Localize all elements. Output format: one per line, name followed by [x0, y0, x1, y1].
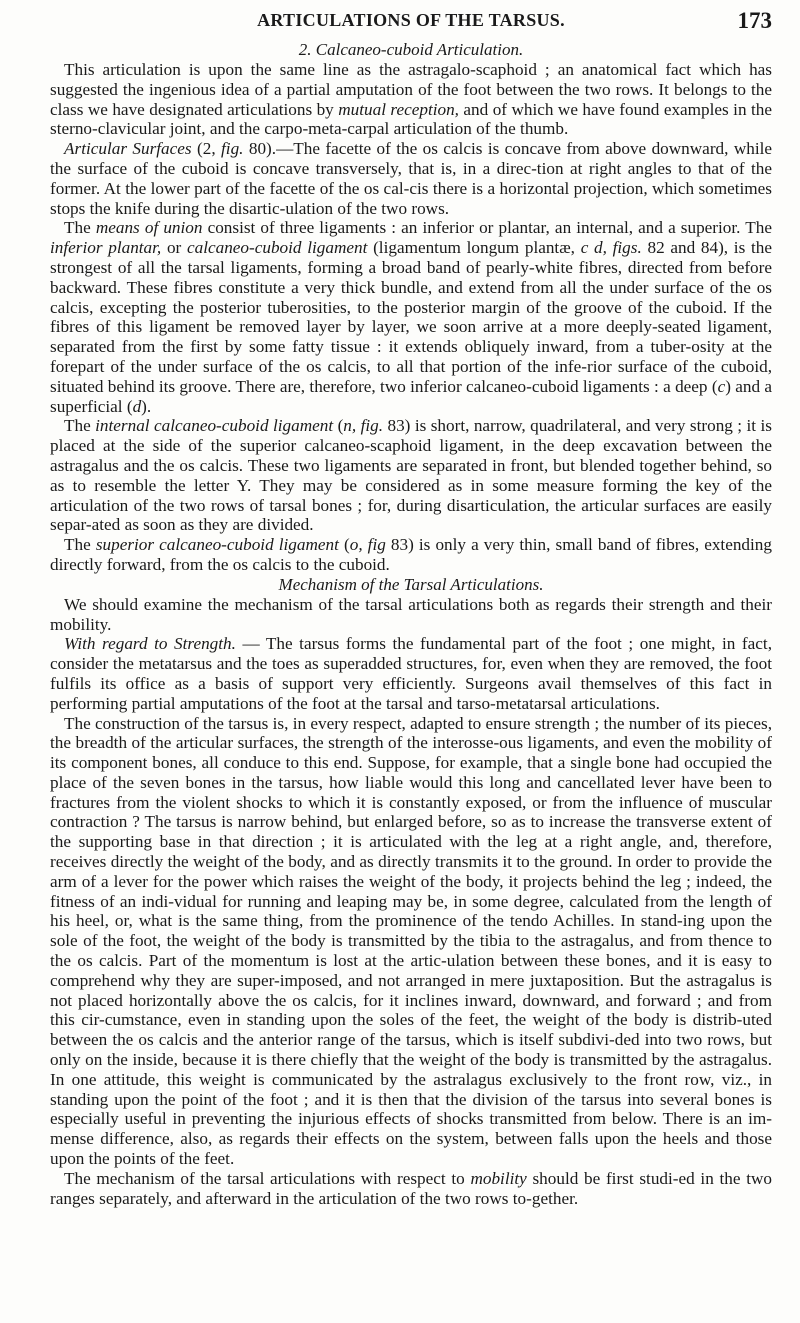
paragraph: The superior calcaneo-cuboid ligament (o, fig 83) is only a very thin, small band of fibres, extending directly forward, from the os calcis to the cuboid. [50, 535, 772, 574]
section-heading-mechanism: Mechanism of the Tarsal Articulations. [278, 574, 544, 594]
paragraph: The internal calcaneo-cuboid ligament (n, fig. 83) is short, narrow, quadrilateral, and very strong ; it is placed at the side of the superior calcaneo-scaphoid ligament, in the deep excavation between the astragalus and the os calcis. These two ligaments are separated in front, but blended together behind, so as to resemble the letter Y. They may be considered as in some measure forming the key of the articulation of the two rows of tarsal bones ; for, during disarticulation, the articular surfaces are easily separ-ated as soon as they are divided. [50, 416, 772, 535]
paragraph: Articular Surfaces (2, fig. 80).—The facette of the os calcis is concave from above downward, while the surface of the cuboid is concave transversely, that is, in a direc-tion at right angles to that of the former. At the lower part of the facette of the os cal-cis there is a horizontal projection, which sometimes stops the knife during the disartic-ulation of the two rows. [50, 139, 773, 218]
page-number: 173 [737, 8, 772, 33]
paragraph: The construction of the tarsus is, in every respect, adapted to ensure strength ; the number of its pieces, the breadth of the articular surfaces, the strength of the interosse-ous ligaments, and even the mobility of its component bones, all conduce to this end. Suppose, for example, that a single bone had occupied the place of the seven bones in the tarsus, how liable would this long and cancellated lever have been to fractures from the violent shocks to which it is constantly exposed, or from the influence of muscular contraction ? The tarsus is narrow behind, but enlarged before, so as to increase the transverse extent of the supporting base in that direction ; it is articulated with the leg at a right angle, and, therefore, receives directly the weight of the body, and as directly transmits it to the ground. In order to provide the arm of a lever for the power which raises the weight of the body, it projects behind the leg ; indeed, the fitness of an indi-vidual for running and leaping may be, in some degree, calculated from the length of his heel, or, what is the same thing, from the prominence of the tendo Achilles. In stand-ing upon the sole of the foot, the weight of the body is transmitted by the tibia to the astragalus, and from thence to the os calcis. Part of the momentum is lost at the artic-ulation between these bones, and it is easy to comprehend why they are super-imposed, and not arranged in mere juxtaposition. But the astragalus is not placed horizontally above the os calcis, for it inclines inward, downward, and forward ; and from this cir-cumstance, even in standing upon the soles of the feet, the weight of the body is distrib-uted between the os calcis and the anterior range of the tarsus, which is itself subdivi-ded into two rows, but only on the inside, because it is there chiefly that the weight of the body is transmitted by the astragalus. In one attitude, this weight is communicated by the astralagus exclusively to the front row, viz., in standing upon the point of the foot ; and it is then that the division of the tarsus into several bones is especially useful in preventing the injurious effects of shocks transmitted from below. There is an im-mense difference, also, as regards their effects on the system, between falls upon the heels and those upon the points of the feet. [50, 713, 772, 1169]
paragraph: With regard to Strength. — The tarsus forms the fundamental part of the foot ; one might, in fact, consider the metatarsus and the toes as superadded structures, for, even when they are removed, the foot fulfils its office as a basis of support very efficiently. Surgeons avail themselves of this fact in performing partial amputations of the foot at the tarsal and tarso-metatarsal articulations. [50, 634, 772, 713]
running-title: ARTICULATIONS OF THE TARSUS. [257, 10, 565, 30]
page [50, 10, 772, 1208]
running-header [50, 10, 772, 40]
paragraph: The means of union consist of three ligaments : an inferior or plantar, an internal, and a superior. The inferior plantar, or calcaneo-cuboid ligament (ligamentum longum plantæ, c d, figs. 82 and 84), is the strongest of all the tarsal ligaments, forming a broad band of pearly-white fibres, directed from before backward. These fibres constitute a very thick bundle, and extend from all the under surface of the os calcis, excepting the posterior tuberosities, to the posterior margin of the groove of the cuboid. If the fibres of this ligament be removed layer by layer, we soon arrive at a more deeply-seated ligament, separated from the first by some fatty tissue : it extends obliquely inward, from a tuber-osity at the forepart of the under surface of the os calcis, to all that portion of the infe-rior surface of the cuboid, situated behind its groove. There are, therefore, two inferior calcaneo-cuboid ligaments : a deep (c) and a superficial (d). [50, 218, 772, 416]
section-heading-calcaneo-cuboid: 2. Calcaneo-cuboid Articulation. [298, 40, 524, 59]
paragraph: We should examine the mechanism of the tarsal articulations both as regards their strength and their mobility. [50, 594, 772, 634]
paragraph: The mechanism of the tarsal articulations with respect to mobility should be first studi-ed in the two ranges separately, and afterward in the articulation of the two rows to-gether. [50, 1168, 772, 1208]
paragraph: This articulation is upon the same line as the astragalo-scaphoid ; an anatomical fact which has suggested the ingenious idea of a partial amputation of the foot between the two rows. It belongs to the class we have designated articulations by mutual reception, and of which we have found examples in the sterno-clavicular joint, and the carpo-meta-carpal articulation of the thumb. [50, 60, 772, 139]
